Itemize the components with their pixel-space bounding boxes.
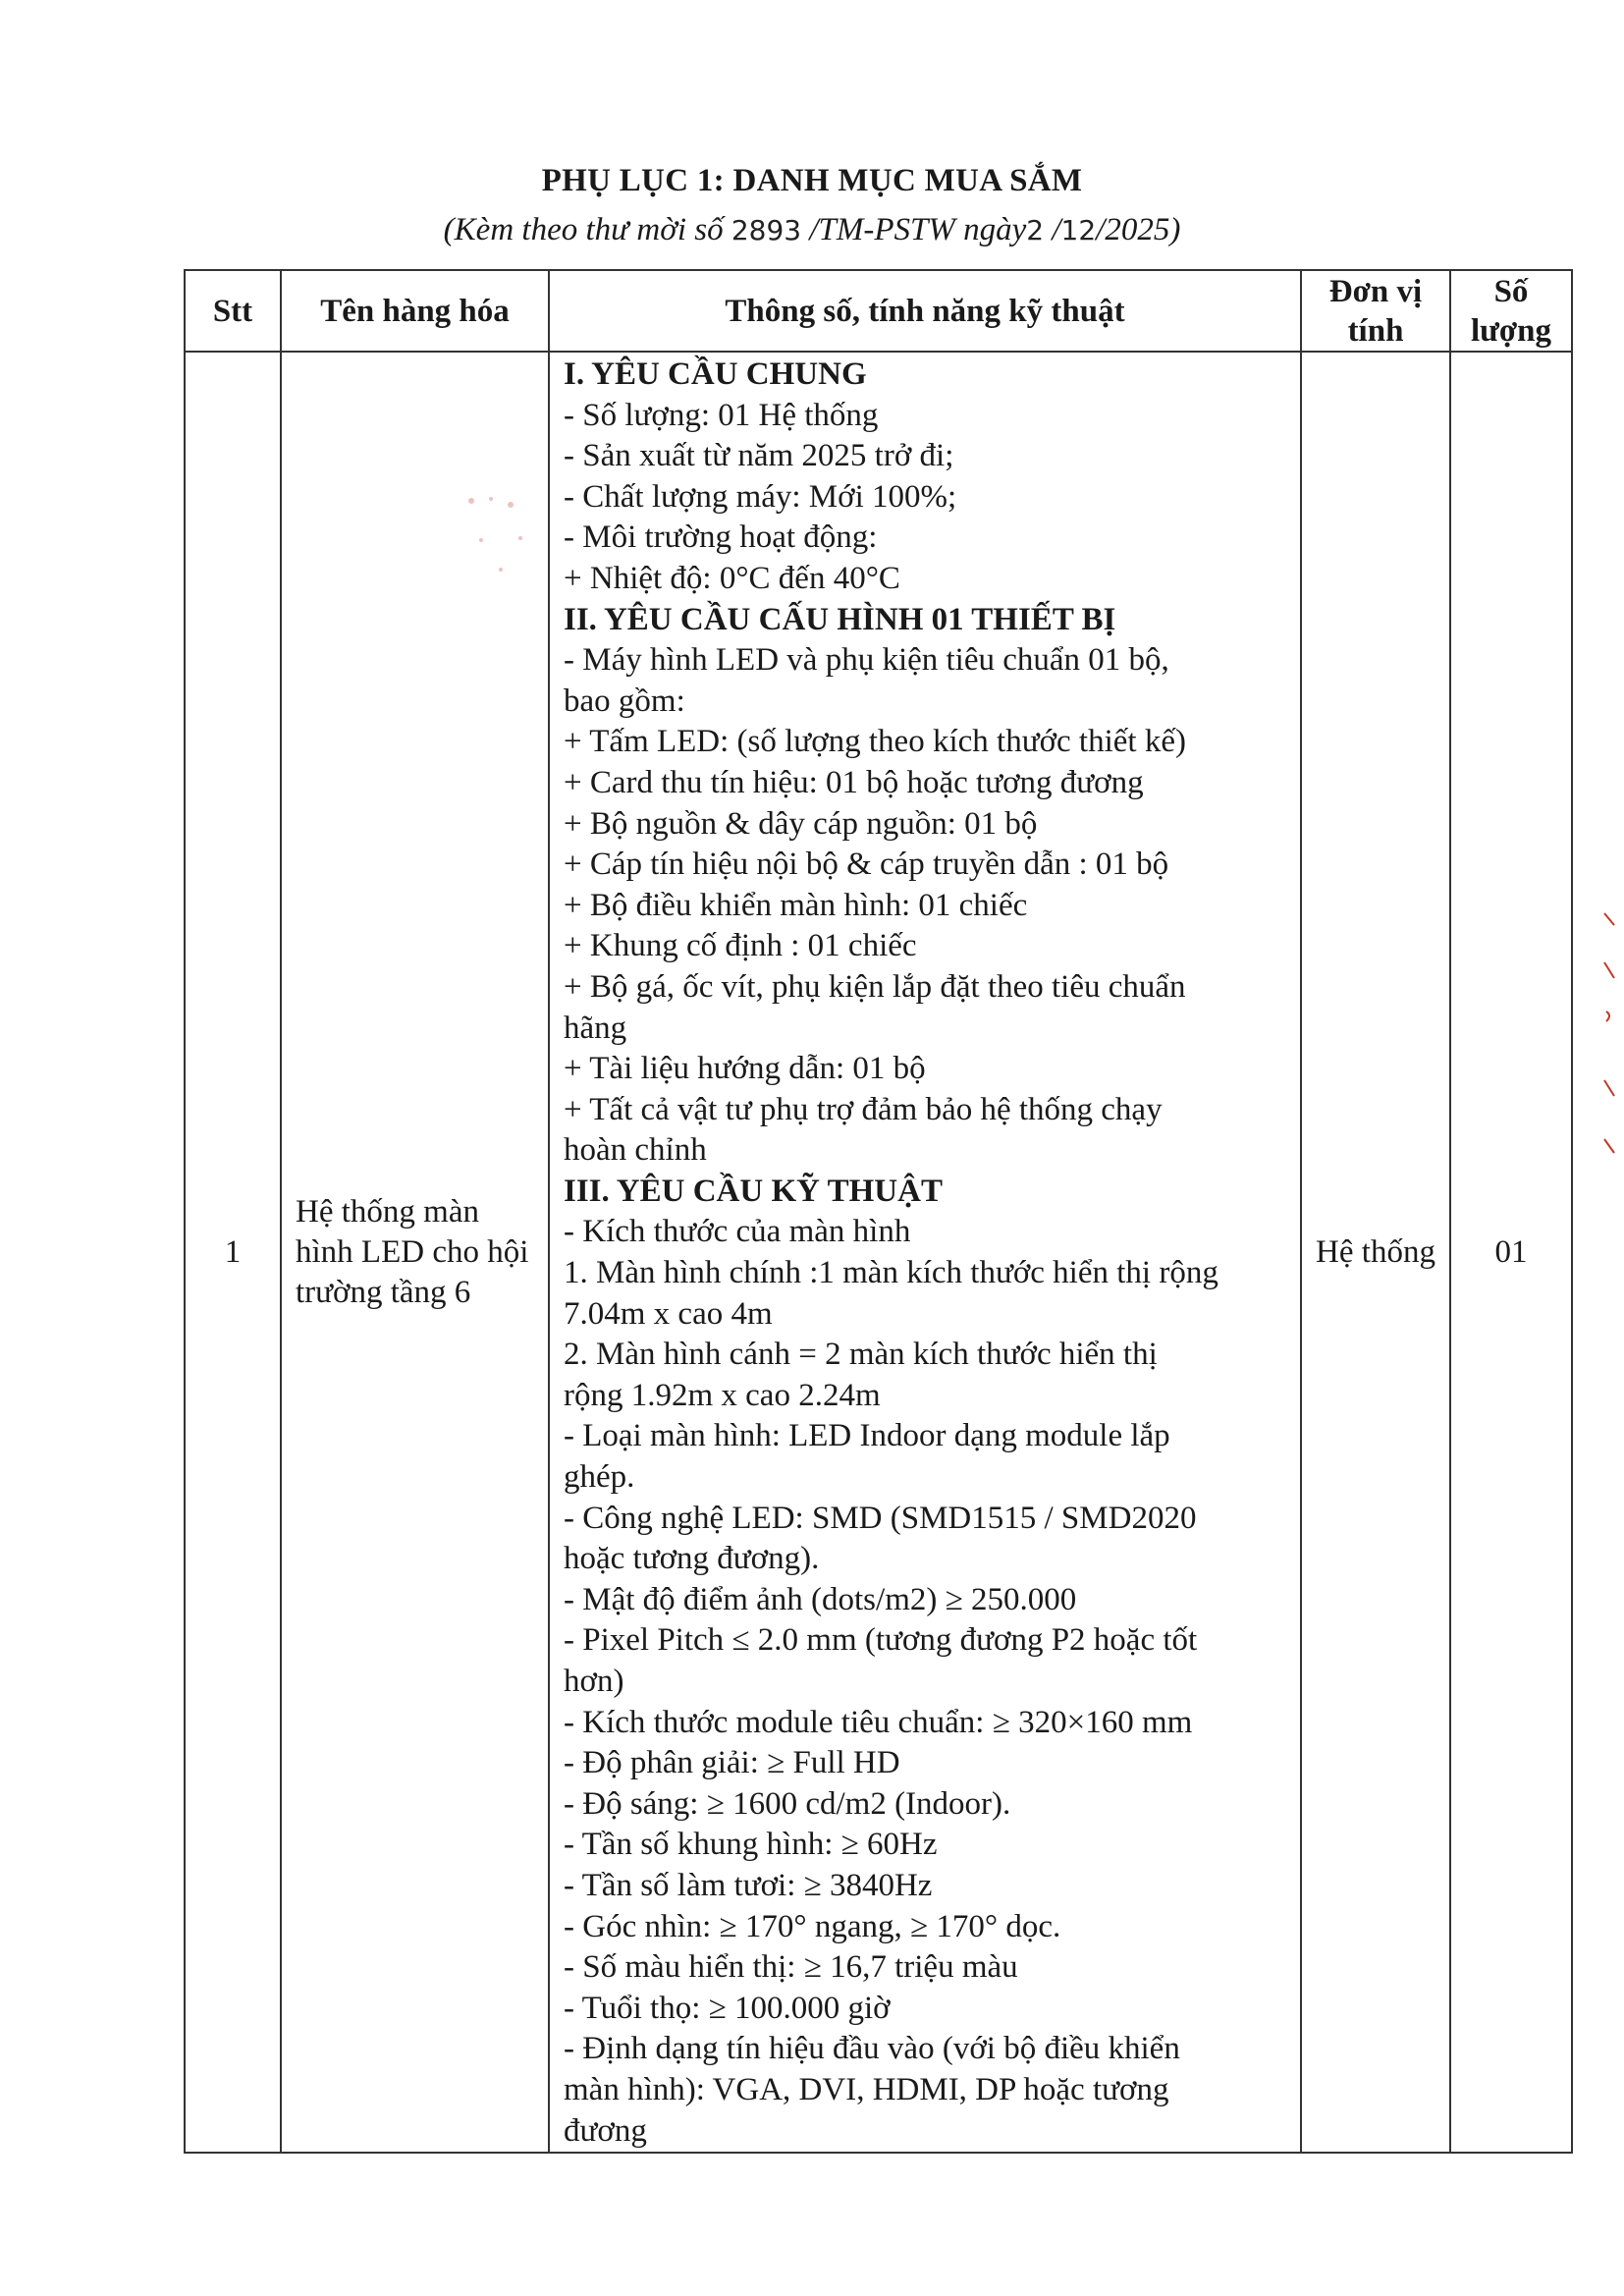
spec-line: - Số lượng: 01 Hệ thống xyxy=(564,397,879,433)
spec-line: 1. Màn hình chính :1 màn kích thước hiển thị rộng xyxy=(564,1255,1218,1291)
spec-line: + Tài liệu hướng dẫn: 01 bộ xyxy=(564,1051,926,1087)
day-handwritten: 2 xyxy=(1026,214,1045,246)
spec-line: - Chất lượng máy: Mới 100%; xyxy=(564,478,957,515)
spec-line: - Pixel Pitch ≤ 2.0 mm (tương đương P2 hoặc tốt xyxy=(564,1622,1198,1659)
col-header-qty: Số lượng xyxy=(1450,270,1572,352)
spec-line: - Độ sáng: ≥ 1600 cd/m2 (Indoor). xyxy=(564,1785,1011,1822)
row-item-name: Hệ thống màn hình LED cho hội trường tầng 6 xyxy=(281,352,549,2153)
spec-line: đương xyxy=(564,2112,647,2149)
row-qty: 01 xyxy=(1450,352,1572,2153)
procurement-table xyxy=(184,269,1573,2154)
subtitle-suffix: /2025) xyxy=(1096,212,1181,247)
spec-line: hãng xyxy=(564,1010,627,1046)
spec-line: - Tần số làm tươi: ≥ 3840Hz xyxy=(564,1867,933,1903)
subtitle-mid: /TM-PSTW ngày xyxy=(809,212,1027,247)
spec-line: bao gồm: xyxy=(564,683,685,719)
spec-line: - Tuổi thọ: ≥ 100.000 giờ xyxy=(564,1990,891,2026)
col-header-stt: Stt xyxy=(185,270,281,352)
spec-line: 2. Màn hình cánh = 2 màn kích thước hiển thị xyxy=(564,1337,1158,1373)
spec-line: + Khung cố định : 01 chiếc xyxy=(564,928,917,964)
table-row xyxy=(185,352,1572,2153)
spec-line: - Loại màn hình: LED Indoor dạng module lắp xyxy=(564,1418,1170,1454)
spec-line: 7.04m x cao 4m xyxy=(564,1295,773,1332)
edge-scribble-icon xyxy=(1600,903,1620,1178)
row-stt: 1 xyxy=(185,352,281,2153)
letter-number-handwritten: 2893 xyxy=(731,214,802,246)
month-handwritten: 12 xyxy=(1060,214,1097,246)
col-header-name: Tên hàng hóa xyxy=(281,270,549,352)
page-title: PHỤ LỤC 1: DANH MỤC MUA SẮM xyxy=(541,163,1083,198)
spec-line: - Độ phân giải: ≥ Full HD xyxy=(564,1745,900,1781)
spec-line: - Kích thước của màn hình xyxy=(564,1214,911,1250)
spec-line: hoặc tương đương). xyxy=(564,1541,820,1577)
spec-line: - Tần số khung hình: ≥ 60Hz xyxy=(564,1827,938,1863)
subtitle-prefix: (Kèm theo thư mời số xyxy=(443,212,724,247)
spec-line: + Bộ gá, ốc vít, phụ kiện lắp đặt theo tiêu chuẩn xyxy=(564,968,1186,1005)
table-header-row xyxy=(185,270,1572,352)
spec-line: rộng 1.92m x cao 2.24m xyxy=(564,1377,881,1413)
col-header-unit: Đơn vị tính xyxy=(1301,270,1450,352)
spec-line: + Bộ điều khiển màn hình: 01 chiếc xyxy=(564,887,1028,923)
spec-line: - Sản xuất từ năm 2025 trở đi; xyxy=(564,438,954,474)
spec-line: + Card thu tín hiệu: 01 bộ hoặc tương đương xyxy=(564,764,1144,800)
faded-stamp-mark xyxy=(412,422,560,600)
spec-line: màn hình): VGA, DVI, HDMI, DP hoặc tương xyxy=(564,2071,1169,2107)
col-header-spec: Thông số, tính năng kỹ thuật xyxy=(549,270,1301,352)
margin-edge-marks xyxy=(1600,903,1620,1210)
stamp-smudge-icon xyxy=(412,422,560,589)
spec-line: + Nhiệt độ: 0°C đến 40°C xyxy=(564,560,900,596)
spec-line: - Số màu hiển thị: ≥ 16,7 triệu màu xyxy=(564,1949,1018,1986)
spec-line: - Kích thước module tiêu chuẩn: ≥ 320×160 mm xyxy=(564,1704,1193,1740)
spec-section-heading: III. YÊU CẦU KỸ THUẬT xyxy=(564,1173,943,1209)
subtitle-sep: / xyxy=(1044,212,1061,247)
spec-line: ghép. xyxy=(564,1459,635,1496)
spec-line: hơn) xyxy=(564,1664,624,1699)
spec-line: + Cáp tín hiệu nội bộ & cáp truyền dẫn : 01 bộ xyxy=(564,847,1169,883)
spec-line: + Tất cả vật tư phụ trợ đảm bảo hệ thống chạy xyxy=(564,1091,1163,1127)
spec-line: hoàn chỉnh xyxy=(564,1132,707,1169)
spec-line: - Góc nhìn: ≥ 170° ngang, ≥ 170° dọc. xyxy=(564,1908,1061,1944)
spec-line: + Tấm LED: (số lượng theo kích thước thiết kế) xyxy=(564,724,1186,760)
spec-line: - Công nghệ LED: SMD (SMD1515 / SMD2020 xyxy=(564,1500,1197,1536)
row-spec xyxy=(549,352,1301,2153)
spec-section-heading: II. YÊU CẦU CẤU HÌNH 01 THIẾT BỊ xyxy=(564,601,1116,637)
spec-line: - Môi trường hoạt động: xyxy=(564,519,878,556)
spec-line: + Bộ nguồn & dây cáp nguồn: 01 bộ xyxy=(564,805,1038,842)
row-unit: Hệ thống xyxy=(1301,352,1450,2153)
spec-line: - Định dạng tín hiệu đầu vào (với bộ điều khiển xyxy=(564,2031,1180,2067)
spec-line: - Máy hình LED và phụ kiện tiêu chuẩn 01 bộ, xyxy=(564,642,1169,679)
page-subtitle xyxy=(0,212,1624,248)
spec-section-heading: I. YÊU CẦU CHUNG xyxy=(564,356,867,392)
spec-line: - Mật độ điểm ảnh (dots/m2) ≥ 250.000 xyxy=(564,1581,1077,1617)
